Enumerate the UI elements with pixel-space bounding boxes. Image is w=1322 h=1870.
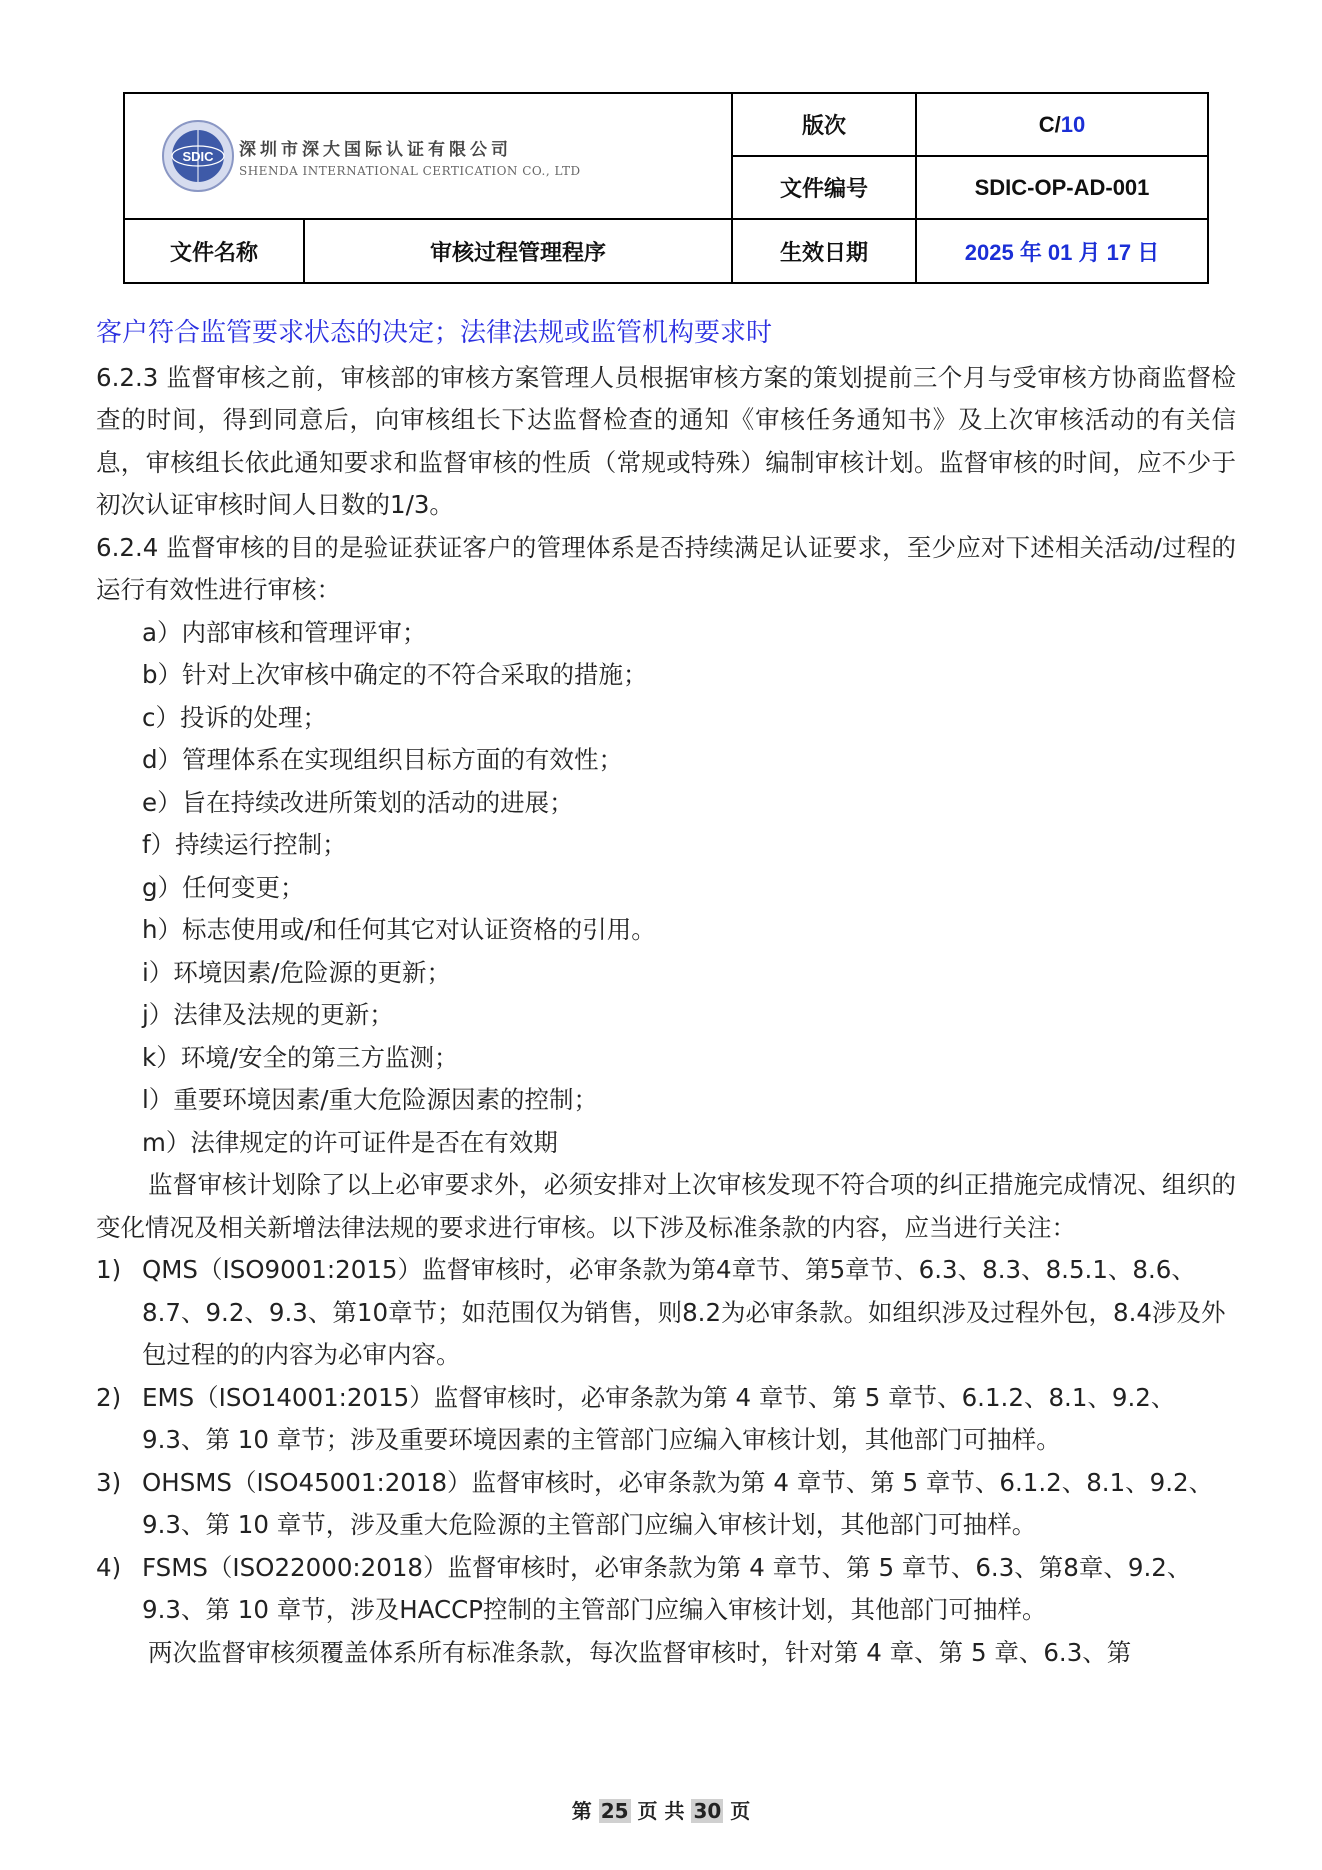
numbered-item: 2) EMS（ISO14001:2015）监督审核时，必审条款为第 4 章节、第 5 章节、6.1.2、8.1、9.2、9.3、第 10 章节；涉及重要环境因素的主管部门应编入审核计划，其他部门可抽样。 — [96, 1382, 1176, 1454]
version-label: 版次 — [733, 94, 917, 157]
list-item: h）标志使用或/和任何其它对认证资格的引用。 — [142, 915, 656, 944]
page-footer: 第 25 页 共 30 页 — [571, 1799, 751, 1823]
docno-value: SDIC-OP-AD-001 — [917, 157, 1207, 220]
list-item: m）法律规定的许可证件是否在有效期 — [142, 1127, 558, 1157]
list-item: e）旨在持续改进所策划的活动的进展； — [142, 787, 574, 817]
total-pages: 30 — [693, 1799, 722, 1823]
list-item: i）环境因素/危险源的更新； — [142, 957, 452, 987]
list-item: f）持续运行控制； — [142, 830, 347, 859]
blue-heading: 客户符合监管要求状态的决定；法律法规或监管机构要求时 — [96, 318, 773, 348]
list-item: c）投诉的处理； — [142, 702, 327, 732]
version-value: C/ 10 — [917, 94, 1207, 157]
effective-date: 2025 年 01 月 17 日 — [964, 239, 1160, 265]
paragraph-6-2-3: 6.2.3 监督审核之前，审核部的审核方案管理人员根据审核方案的策划提前三个月与受审核方协商监督检查的时间，得到同意后，向审核组长下达监督检查的通知《审核任务通知书》及上次审核活动的有关信息，审核组长依此通知要求和监督审核的性质（常规或特殊）编制审核计划。监督审核的时间，应不少于初次认证审核时间人日数的1/3。 — [96, 362, 1236, 519]
numbered-item: 4) FSMS（ISO22000:2018）监督审核时，必审条款为第 4 章节、第 5 章节、6.3、第8章、9.2、9.3、第 10 章节，涉及HACCP控制的主管部门应编入审核计划，其他部门可抽样。 — [96, 1552, 1192, 1624]
current-page-number: 25 — [600, 1799, 629, 1823]
svg-text:SDIC: SDIC — [182, 149, 214, 164]
effective-label: 生效日期 — [733, 220, 917, 282]
docname-label: 文件名称 — [125, 220, 305, 282]
sdic-logo-icon — [161, 119, 235, 193]
list-item: d）管理体系在实现组织目标方面的有效性； — [142, 745, 624, 774]
numbered-item: 3) OHSMS（ISO45001:2018）监督审核时，必审条款为第 4 章节、第 5 章节、6.1.2、8.1、9.2、9.3、第 10 章节，涉及重大危险源的主管部门应编入审核计划，其他部门可抽样。 — [96, 1467, 1214, 1539]
document-body — [96, 312, 1236, 1674]
paragraph-6-2-4: 6.2.4 监督审核的目的是验证获证客户的管理体系是否持续满足认证要求，至少应对下述相关活动/过程的运行有效性进行审核： — [96, 532, 1236, 604]
company-name-cn: 深圳市深大国际认证有限公司 — [239, 139, 512, 160]
list-item: b）针对上次审核中确定的不符合采取的措施； — [142, 660, 648, 689]
list-item: a）内部审核和管理评审； — [142, 617, 427, 647]
numbered-item: 1) QMS（ISO9001:2015）监督审核时，必审条款为第4章节、第5章节、6.3、8.3、8.5.1、8.6、8.7、9.2、9.3、第10章节；如范围仅为销售，则8.2为必审条款。如组织涉及过程外包，8.4涉及外包过程的的内容为必审内容。 — [96, 1255, 1226, 1369]
document-header-table — [123, 92, 1209, 284]
docno-label: 文件编号 — [733, 157, 917, 220]
docname-value: 审核过程管理程序 — [305, 220, 733, 282]
list-item: g）任何变更； — [142, 872, 305, 902]
list-item: j）法律及法规的更新； — [142, 1000, 394, 1029]
paragraph-audit-plan: 监督审核计划除了以上必审要求外，必须安排对上次审核发现不符合项的纠正措施完成情况、组织的变化情况及相关新增法律法规的要求进行审核。以下涉及标准条款的内容，应当进行关注： — [96, 1170, 1236, 1242]
company-logo-block — [125, 94, 733, 220]
paragraph-last: 两次监督审核须覆盖体系所有标准条款，每次监督审核时，针对第 4 章、第 5 章、6.3、第 — [148, 1637, 1132, 1667]
list-item: k）环境/安全的第三方监测； — [142, 1042, 459, 1072]
company-name-en: SHENDA INTERNATIONAL CERTICATION CO., LTD — [239, 163, 581, 178]
list-item: l）重要环境因素/重大危险源因素的控制； — [142, 1085, 599, 1114]
